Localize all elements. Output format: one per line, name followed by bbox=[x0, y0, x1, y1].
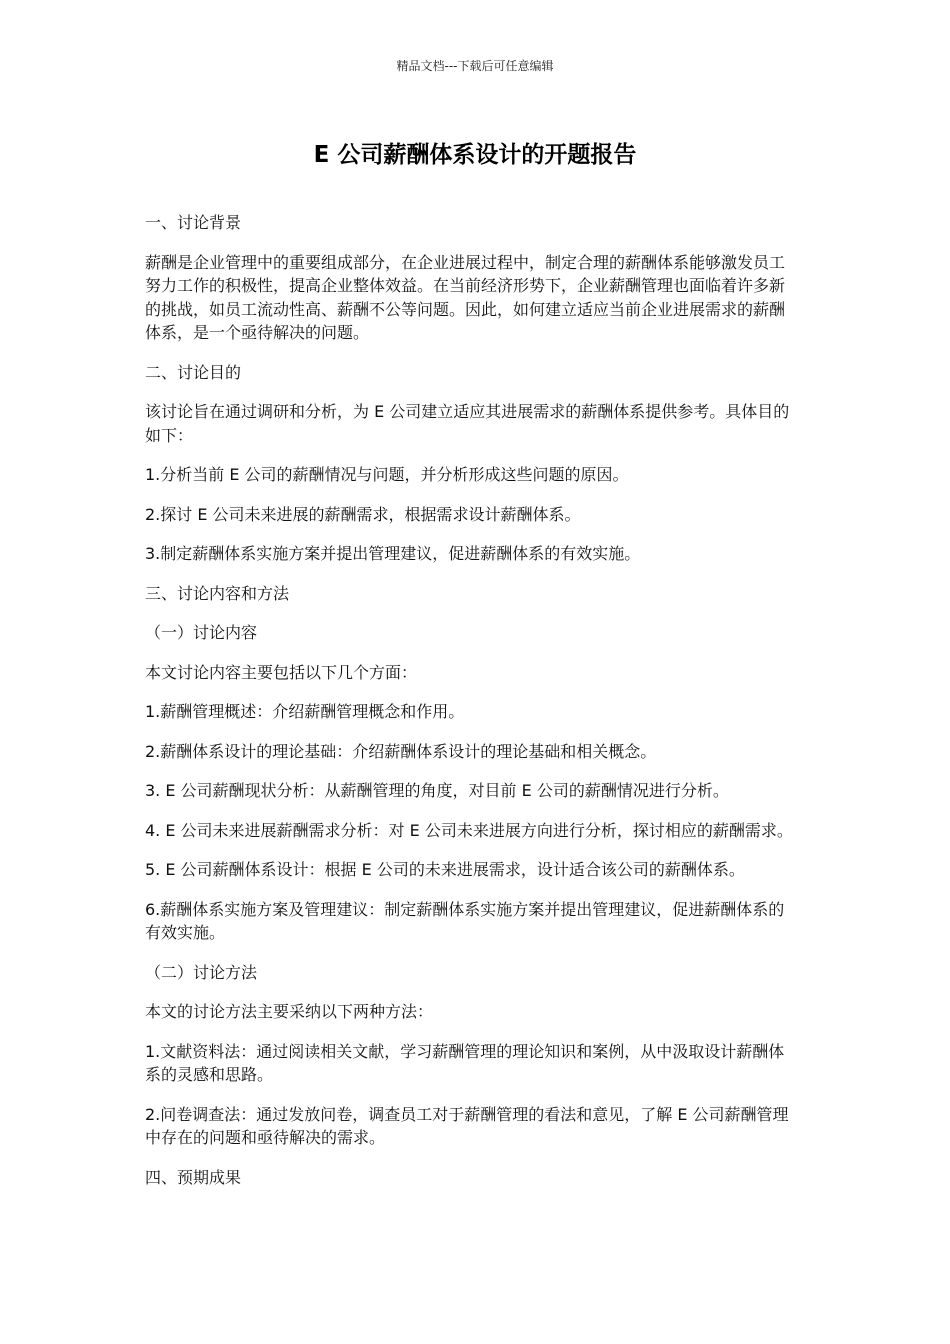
list-item: 6.薪酬体系实施方案及管理建议：制定薪酬体系实施方案并提出管理建议，促进薪酬体系的有效实施。 bbox=[145, 899, 785, 942]
subsection-heading-method: （二）讨论方法 bbox=[145, 962, 258, 982]
document-body bbox=[145, 211, 797, 1205]
section-heading-expected-results: 四、预期成果 bbox=[145, 1167, 242, 1187]
section-heading-content-method: 三、讨论内容和方法 bbox=[145, 583, 290, 603]
list-item: 2.问卷调查法：通过发放问卷，调查员工对于薪酬管理的看法和意见，了解 E 公司薪酬管理中存在的问题和亟待解决的需求。 bbox=[145, 1104, 789, 1147]
list-item: 1.薪酬管理概述：介绍薪酬管理概念和作用。 bbox=[145, 702, 465, 721]
list-item: 3.制定薪酬体系实施方案并提出管理建议，促进薪酬体系的有效实施。 bbox=[145, 544, 641, 563]
list-item: 3. E 公司薪酬现状分析：从薪酬管理的角度，对目前 E 公司的薪酬情况进行分析。 bbox=[145, 781, 729, 800]
body-paragraph: 薪酬是企业管理中的重要组成部分，在企业进展过程中，制定合理的薪酬体系能够激发员工努力工作的积极性，提高企业整体效益。在当前经济形势下，企业薪酬管理也面临着许多新的挑战，如员工流动性高、薪酬不公等问题。因此，如何建立适应当前企业进展需求的薪酬体系，是一个亟待解决的问题。 bbox=[145, 252, 786, 342]
body-paragraph: 本文讨论内容主要包括以下几个方面： bbox=[145, 662, 418, 682]
list-item: 1.文献资料法：通过阅读相关文献，学习薪酬管理的理论知识和案例，从中汲取设计薪酬体系的灵感和思路。 bbox=[145, 1041, 785, 1084]
section-heading-background: 一、讨论背景 bbox=[145, 213, 242, 232]
section-heading-purpose: 二、讨论目的 bbox=[145, 362, 242, 382]
list-item: 2.薪酬体系设计的理论基础：介绍薪酬体系设计的理论基础和相关概念。 bbox=[145, 741, 657, 761]
subsection-heading-content: （一）讨论内容 bbox=[145, 623, 258, 642]
body-paragraph: 本文的讨论方法主要采纳以下两种方法： bbox=[145, 1002, 434, 1021]
document-title: E 公司薪酬体系设计的开题报告 bbox=[313, 142, 637, 168]
list-item: 1.分析当前 E 公司的薪酬情况与问题，并分析形成这些问题的原因。 bbox=[145, 465, 629, 484]
list-item: 5. E 公司薪酬体系设计：根据 E 公司的未来进展需求，设计适合该公司的薪酬体系。 bbox=[145, 860, 745, 879]
body-paragraph: 该讨论旨在通过调研和分析，为 E 公司建立适应其进展需求的薪酬体系提供参考。具体目的如下： bbox=[145, 402, 790, 445]
header-note: 精品文档---下载后可任意编辑 bbox=[396, 59, 554, 73]
list-item: 2.探讨 E 公司未来进展的薪酬需求，根据需求设计薪酬体系。 bbox=[145, 504, 581, 524]
list-item: 4. E 公司未来进展薪酬需求分析：对 E 公司未来进展方向进行分析，探讨相应的薪酬需求。 bbox=[145, 820, 793, 840]
